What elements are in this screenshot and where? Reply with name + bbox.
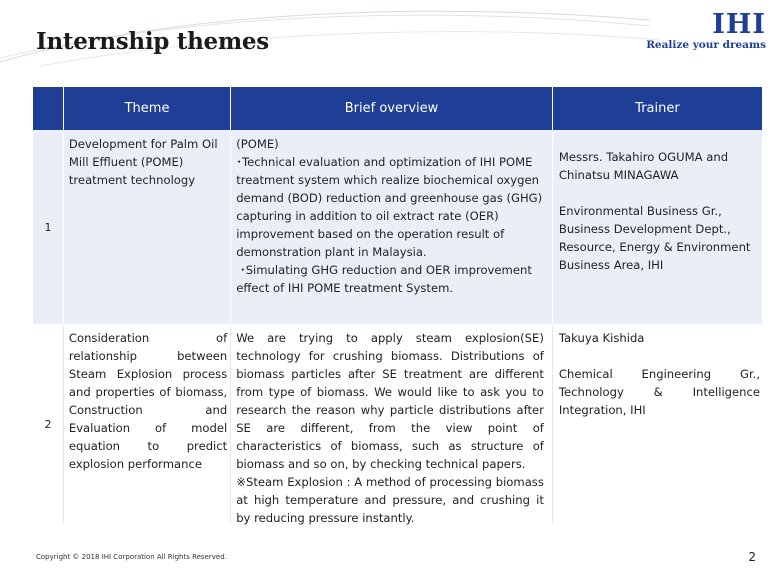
table-row: [33, 130, 762, 324]
column-header-trainer: Trainer: [635, 101, 680, 116]
overview-cell: [231, 325, 552, 524]
company-logo: [636, 10, 766, 51]
trainer-names: Takuya Kishida: [558, 331, 645, 345]
row-number: 1: [44, 220, 52, 234]
copyright-notice: Copyright © 2018 IHI Corporation All Rights Reserved.: [36, 553, 227, 561]
overview-line: ･Technical evaluation and optimization of IHI POME treatment system which realize biochemical oxygen demand (BOD) reduction and greenhouse gas (GHG) capturing in addition to oil extract rate (OER) improvement based on the operation result of demonstration plant in Malaysia.: [236, 155, 543, 259]
trainer-affiliation: Chemical Engineering Gr., Technology & Intelligence Integration, IHI: [558, 367, 761, 417]
overview-line: We are trying to apply steam explosion(SE) technology for crushing biomass. Distributions of biomass particles after SE treatment are different from type of biomass. We would like to ask you to research the reason why particle distributions after SE are different, from the view point of characteristics of biomass, such as structure of biomass and so on, by checking technical papers.: [236, 331, 544, 471]
overview-line: ※Steam Explosion : A method of processing biomass at high temperature and pressure, and crushing it by reducing pressure instantly.: [236, 475, 544, 525]
trainer-cell: [553, 325, 762, 524]
overview-line: (POME): [236, 137, 279, 151]
logo-mark: IHI: [712, 9, 766, 40]
theme-cell: Consideration of relationship between Steam Explosion process and properties of biomass, Construction and Evaluation of model equation to predict explosion performance: [68, 331, 228, 471]
column-header-brief-overview: Brief overview: [344, 101, 439, 116]
page-number: 2: [748, 550, 756, 564]
table-header-row: [33, 87, 762, 130]
trainer-cell: [553, 130, 762, 324]
table-row: [33, 325, 762, 524]
page-title: Internship themes: [36, 28, 269, 55]
logo-tagline: Realize your dreams: [646, 39, 766, 51]
trainer-affiliation: Environmental Business Gr., Business Development Dept., Resource, Energy & Environment Business Area, IHI: [558, 204, 751, 272]
column-header-theme: Theme: [124, 101, 170, 116]
row-number: 2: [44, 418, 52, 431]
trainer-names: Messrs. Takahiro OGUMA and Chinatsu MINAGAWA: [558, 150, 729, 182]
internship-themes-table: [33, 87, 762, 524]
header-number-cell: [33, 87, 63, 130]
overview-cell: [231, 130, 552, 324]
overview-line: ･Simulating GHG reduction and OER improvement effect of IHI POME treatment System.: [236, 263, 536, 295]
theme-cell: Development for Palm Oil Mill Effluent (POME) treatment technology: [68, 137, 218, 187]
